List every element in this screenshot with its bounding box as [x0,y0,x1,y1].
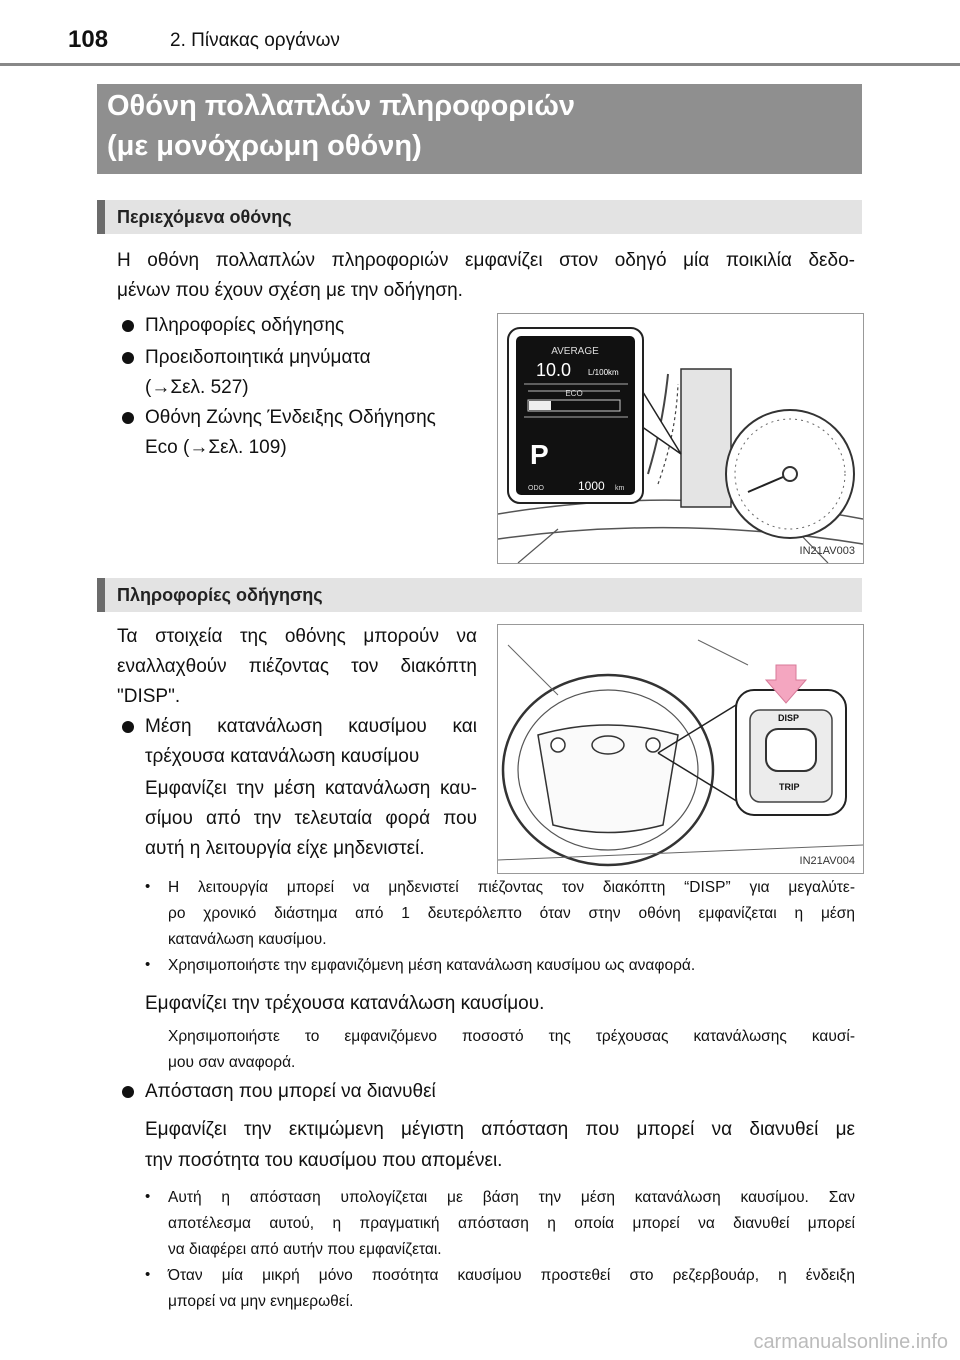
section-heading-text: Πληροφορίες οδήγησης [117,585,323,605]
bullet-dot [122,352,134,364]
fuel-desc-line2: σίμου από την τελευταία φορά που [145,808,477,829]
page-title-line2: (με μονόχρωμη οθόνη) [107,130,422,162]
intro-text-line1: Η οθόνη πολλαπλών πληροφοριών εμφανίζει στον οδηγό μία ποικιλία δεδο- [117,250,855,271]
header-divider [0,63,960,66]
range-desc-line1: Εμφανίζει την εκτιμώμενη μέγιστη απόσταση που μπορεί να διανυθεί με [145,1119,855,1140]
page-title-line1: Οθόνη πολλαπλών πληροφοριών [107,90,575,122]
range-note1-line2: αποτέλεσμα αυτού, η πραγματική απόσταση η οποία μπορεί να διανυθεί μπορεί [168,1215,855,1232]
figure-code: IN21AV004 [799,855,855,867]
note-bullet: • [145,1188,151,1205]
current-note-line2: μου σαν αναφορά. [168,1054,296,1071]
display-average-label: AVERAGE [551,346,599,357]
link-page-109[interactable]: Eco (→Σελ. 109) [145,437,287,458]
display-odo-unit: km [615,485,625,492]
figure-code: IN21AV003 [799,545,855,557]
steering-wheel-figure [497,624,864,874]
chapter-title: 2. Πίνακας οργάνων [170,30,340,51]
range-note2-line2: μπορεί να μην ενημερωθεί. [168,1293,354,1310]
note1-line1: Η λειτουργία μπορεί να μηδενιστεί πιέζοντας τον διακόπτη “DISP” για μεγαλύτε- [168,879,855,896]
note1-line3: κατανάλωση καυσίμου. [168,931,327,948]
bullet-dot [122,721,134,733]
page-title-band [97,84,862,174]
bullet-range: Απόσταση που μπορεί να διανυθεί [145,1081,436,1102]
link-page-527[interactable]: (→Σελ. 527) [145,377,249,398]
bullet-dot [122,1086,134,1098]
trip-switch-label: TRIP [779,782,800,792]
section2-intro-line3: "DISP". [117,686,181,707]
note-bullet: • [145,878,151,895]
section2-intro-line2: εναλλαχθούν πιέζοντας τον διακόπτη [117,656,477,677]
bullet-fuel-consumption-line1: Μέση κατανάλωση καυσίμου και [145,716,477,737]
note2: Χρησιμοποιήστε την εμφανιζόμενη μέση κατανάλωση καυσίμου ως αναφορά. [168,957,696,974]
steering-wheel-illustration [498,625,863,873]
bullet-dot [122,412,134,424]
current-fuel-desc: Εμφανίζει την τρέχουσα κατανάλωση καυσίμου. [145,993,545,1014]
range-note1-line3: να διαφέρει από αυτήν που εμφανίζεται. [168,1241,442,1258]
bullet-warning-messages: Προειδοποιητικά μηνύματα [145,347,371,368]
bullet-dot [122,320,134,332]
instrument-cluster-illustration [498,314,863,563]
bullet-eco-zone: Οθόνη Ζώνης Ένδειξης Οδήγησης [145,407,436,428]
section2-intro-line1: Τα στοιχεία της οθόνης μπορούν να [117,626,477,647]
range-desc-line2: την ποσότητα του καυσίμου που απομένει. [145,1150,503,1171]
disp-switch-label: DISP [778,713,800,723]
display-odo-label: ODO [528,485,544,492]
section-heading-screen-contents [97,200,862,234]
display-average-value: 10.0 [536,360,572,380]
note1-line2: ρο χρονικό διάστημα από 1 δευτερόλεπτο όταν στην οθόνη εμφανίζεται η μέση [168,905,855,922]
current-note-line1: Χρησιμοποιήστε το εμφανιζόμενο ποσοστό της τρέχουσας κατανάλωσης καυσί- [168,1028,855,1045]
note-bullet: • [145,1266,151,1283]
range-note1-line1: Αυτή η απόσταση υπολογίζεται με βάση την μέση κατανάλωση καυσίμου. Σαν [168,1189,855,1206]
display-eco-label: ECO [565,389,583,398]
instrument-cluster-figure [497,313,864,564]
section-heading-text: Περιεχόμενα οθόνης [117,207,292,227]
page-number: 108 [68,26,109,53]
fuel-desc-line3: αυτή η λειτουργία είχε μηδενιστεί. [145,838,425,859]
display-average-unit: L/100km [588,368,619,377]
watermark: carmanualsonline.info [753,1331,948,1353]
fuel-desc-line1: Εμφανίζει την μέση κατανάλωση καυ- [145,778,477,799]
display-gear: P [530,439,549,470]
display-odo-value: 1000 [578,479,605,493]
range-note2-line1: Όταν μία μικρή μόνο ποσότητα καυσίμου προστεθεί στο ρεζερβουάρ, η ένδειξη [168,1267,855,1284]
section-heading-driving-info [97,578,862,612]
intro-text-line2: μένων που έχουν σχέση με την οδήγηση. [117,280,463,301]
bullet-driving-info: Πληροφορίες οδήγησης [145,315,345,336]
note-bullet: • [145,956,151,973]
bullet-fuel-consumption-line2: τρέχουσα κατανάλωση καυσίμου [145,746,420,767]
